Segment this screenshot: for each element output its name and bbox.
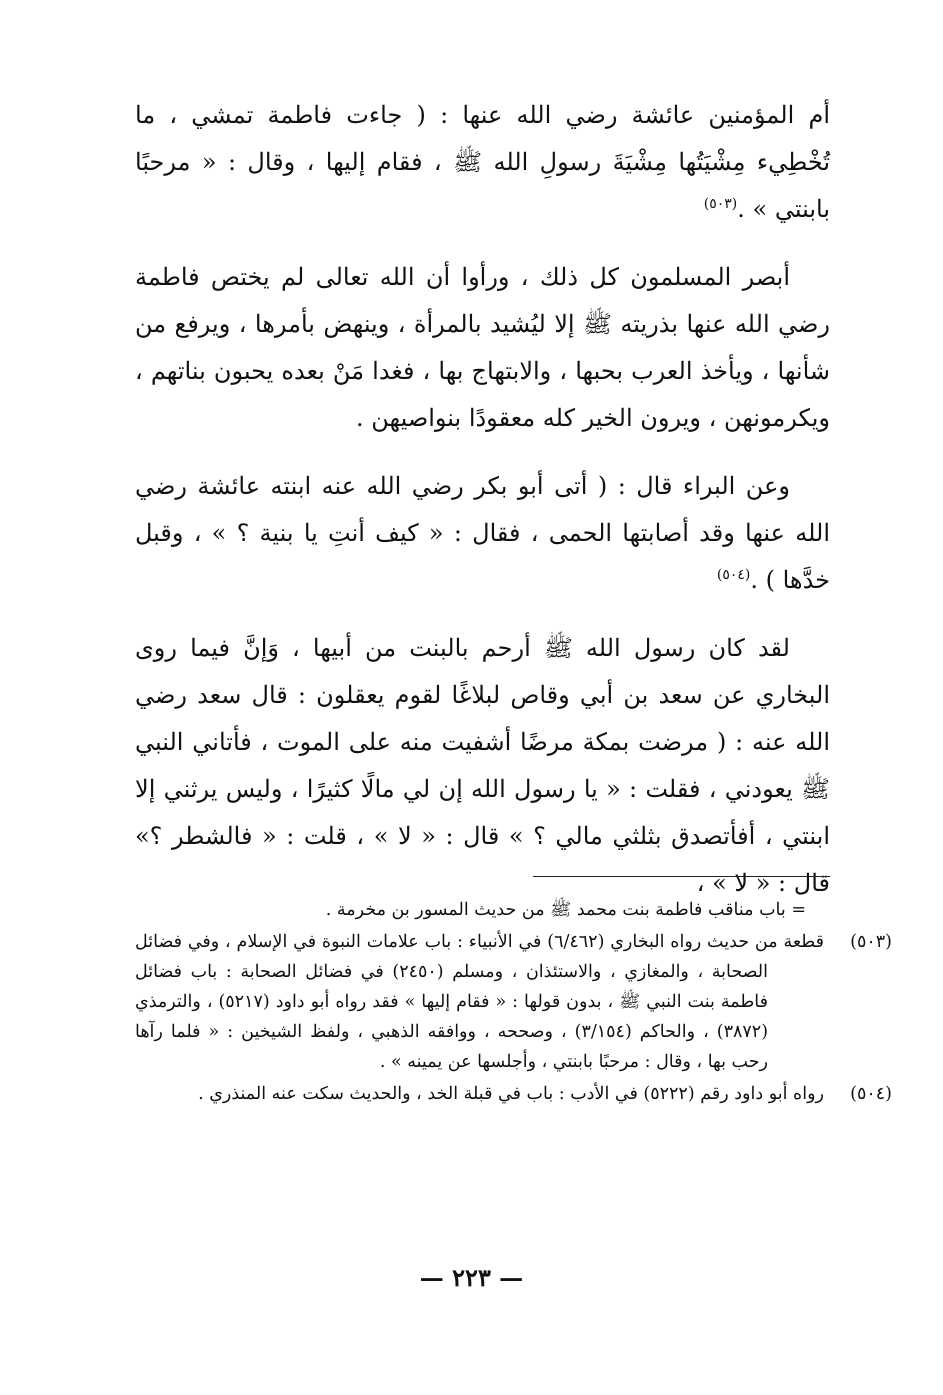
footnotes-section: [135, 895, 892, 1111]
footnote-503: (٥٠٣)قطعة من حديث رواه البخاري (٦/٤٦٢) في الأنبياء : باب علامات النبوة في الإسلام ، وفي فضائل الصحابة ، والمغازي ، والاستئذان ، ومسلم (٢٤٥٠) في فضائل الصحابة : باب فضائل فاطمة بنت النبي ﷺ ، بدون قولها : « فقام إليها » فقد رواه أبو داود (٥٢١٧) ، والترمذي (٣٨٧٢) ، والحاكم (٣/١٥٤) ، وصححه ، ووافقه الذهبي ، ولفظ الشيخين : « فلما رآها رحب بها ، وقال : مرحبًا بابنتي ، وأجلسها عن يمينه » .: [135, 932, 892, 1072]
footnote-reference-503[interactable]: (٥٠٣): [703, 196, 738, 212]
main-text: [135, 92, 830, 928]
footnote-divider: [533, 876, 830, 877]
footnote-reference-504[interactable]: (٥٠٤): [716, 567, 751, 583]
footnote-504-text: رواه أبو داود رقم (٥٢٢٢) في الأدب : باب في قبلة الخد ، والحديث سكت عنه المنذري .: [198, 1084, 824, 1104]
paragraph-4-text: لقد كان رسول الله ﷺ أرحم بالبنت من أبيها ، وَإنَّ فيما روى البخاري عن سعد بن أبي وقاص لبلاغًا لقوم يعقلون : قال سعد رضي الله عنه : ( مرضت بمكة مرضًا أشفيت منه على الموت ، فأتاني النبي ﷺ يعودني ، فقلت : « يا رسول الله إن لي مالًا كثيرًا ، وليس يرثني إلا ابنتي ، أفأتصدق بثلثي مالي ؟ » قال : « لا » ، قلت : « فالشطر ؟» قال : « لا » ،: [135, 634, 830, 897]
paragraph-4: [135, 625, 830, 907]
paragraph-2-text: أبصر المسلمون كل ذلك ، ورأوا أن الله تعالى لم يختص فاطمة رضي الله عنها بذريته ﷺ إلا ليُشيد بالمرأة ، وينهض بأمرها ، ويرفع من شأنها ، ويأخذ العرب بحبها ، والابتهاج بها ، فغدا مَنْ بعده يحبون بناتهم ، ويكرمونهن ، ويرون الخير كله معقودًا بنواصيهن .: [135, 263, 830, 432]
footnote-continuation-text: = باب مناقب فاطمة بنت محمد ﷺ من حديث المسور بن مخرمة .: [325, 900, 806, 920]
footnote-504: (٥٠٤)رواه أبو داود رقم (٥٢٢٢) في الأدب : باب في قبلة الخد ، والحديث سكت عنه المنذري .: [198, 1084, 892, 1104]
footnote-continuation: [135, 895, 830, 925]
paragraph-3: [135, 463, 830, 604]
paragraph-2: [135, 254, 830, 442]
paragraph-1: [135, 92, 830, 233]
paragraph-1-text: أم المؤمنين عائشة رضي الله عنها : ( جاءت فاطمة تمشي ، ما تُخْطِيء مِشْيَتُها مِشْيَةَ رسولِ الله ﷺ ، فقام إليها ، وقال : « مرحبًا بابنتي » .: [135, 101, 830, 223]
page-number: — ٢٢٣ —: [419, 1263, 524, 1292]
footnote-503-text: قطعة من حديث رواه البخاري (٦/٤٦٢) في الأنبياء : باب علامات النبوة في الإسلام ، وفي فضائل الصحابة ، والمغازي ، والاستئذان ، ومسلم (٢٤٥٠) في فضائل الصحابة : باب فضائل فاطمة بنت النبي ﷺ ، بدون قولها : « فقام إليها » فقد رواه أبو داود (٥٢١٧) ، والترمذي (٣٨٧٢) ، والحاكم (٣/١٥٤) ، وصححه ، ووافقه الذهبي ، ولفظ الشيخين : « فلما رآها رحب بها ، وقال : مرحبًا بابنتي ، وأجلسها عن يمينه » .: [135, 932, 824, 1072]
paragraph-3-text: وعن البراء قال : ( أتى أبو بكر رضي الله عنه ابنته عائشة رضي الله عنها وقد أصابتها الحمى ، فقال : « كيف أنتِ يا بنية ؟ » ، وقبل خدَّها ) .: [135, 472, 830, 594]
